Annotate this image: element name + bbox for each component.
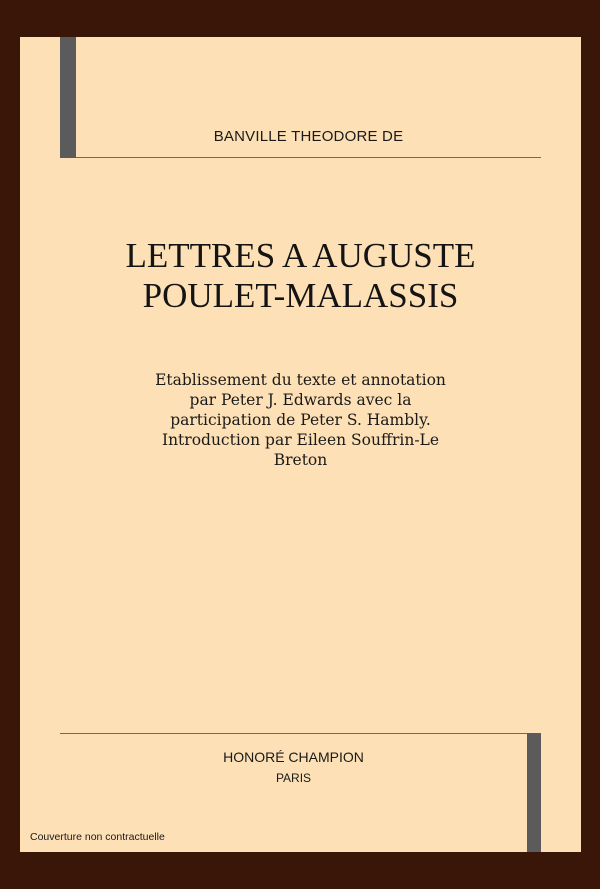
author-name: BANVILLE THEODORE DE [213, 128, 404, 145]
cover-disclaimer: Couverture non contractuelle [30, 831, 165, 843]
subtitle-line: Etablissement du texte et annotation [155, 371, 446, 389]
top-divider [76, 157, 541, 158]
book-subtitle [110, 370, 491, 470]
bottom-decorative-bar [527, 733, 541, 852]
subtitle-line: participation de Peter S. Hambly. [170, 411, 431, 429]
subtitle-line: Introduction par Eileen Souffrin-Le [161, 431, 440, 449]
title-line: LETTRES A AUGUSTE [125, 236, 476, 275]
publisher-name: HONORÉ CHAMPION [223, 749, 364, 765]
publisher-city: PARIS [275, 771, 312, 785]
title-line: POULET-MALASSIS [142, 276, 459, 315]
book-title [60, 236, 541, 316]
top-decorative-bar [60, 37, 76, 158]
book-cover [20, 37, 581, 852]
bottom-divider [60, 733, 527, 734]
subtitle-line: par Peter J. Edwards avec la [189, 391, 412, 409]
subtitle-line: Breton [273, 451, 328, 469]
